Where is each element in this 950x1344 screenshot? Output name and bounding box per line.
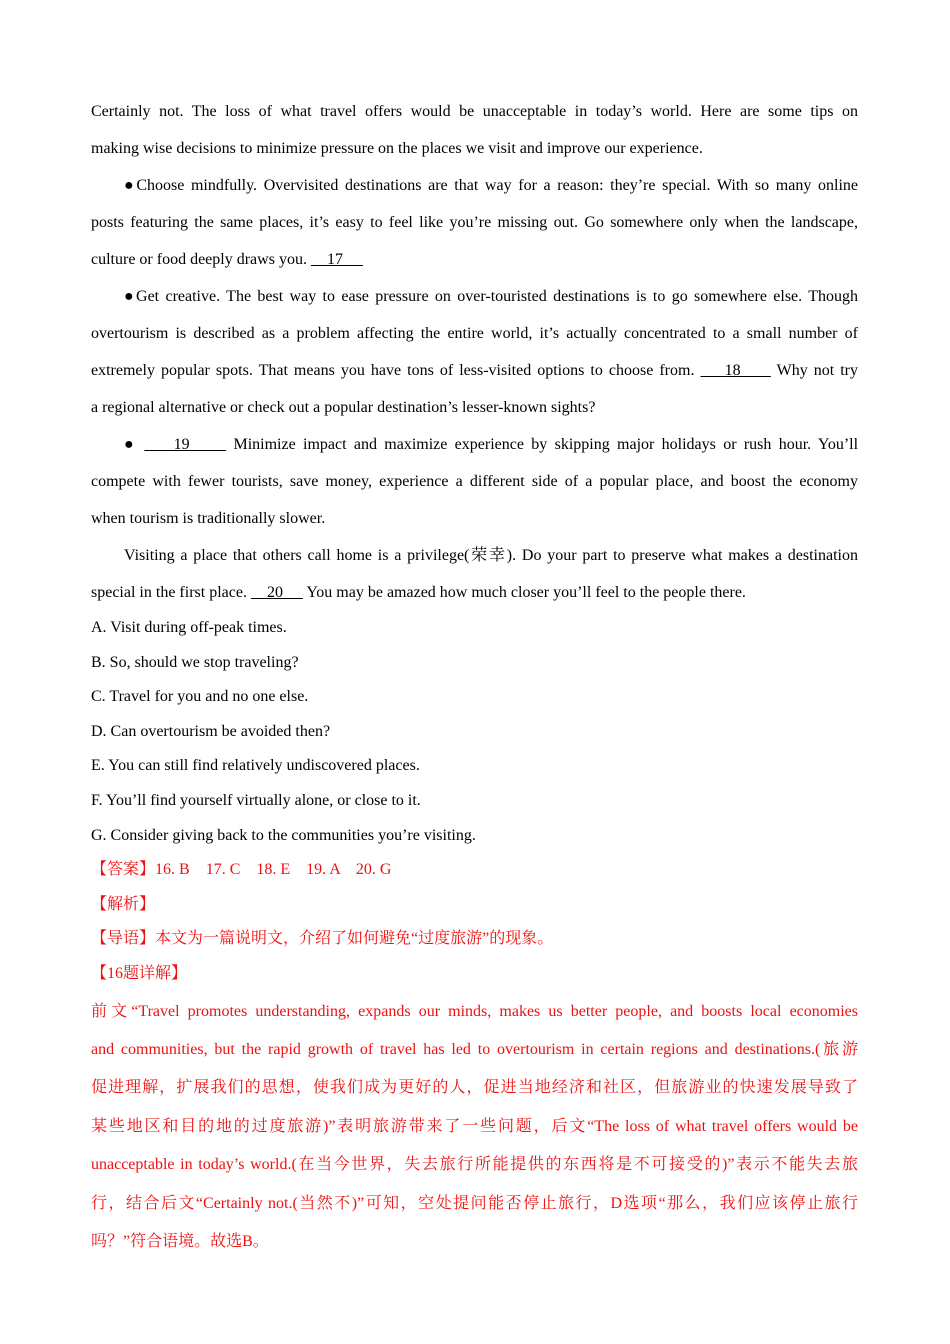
paragraph-line: [91, 426, 858, 463]
answer-label: 【答案】: [91, 861, 156, 879]
detail-label: 【16题详解】: [91, 964, 188, 982]
paragraph-line: [91, 241, 858, 278]
line-text: culture or food deeply draws you.: [91, 251, 307, 268]
detail-line: unacceptable in today’s world.(在当今世界，失去旅行所能提供的东西将是不可接受的)”表示不能失去旅: [91, 1156, 858, 1174]
paragraph-line: [91, 574, 858, 611]
paragraph-line: ●Choose mindfully. Overvisited destinations are that way for a reason: they’re special. With so many online: [124, 177, 858, 194]
option-a: A. Visit during off-peak times.: [91, 619, 287, 636]
option-g: G. Consider giving back to the communities you’re visiting.: [91, 826, 476, 844]
option-f: F. You’ll find yourself virtually alone, or close to it.: [91, 791, 421, 809]
detail-line: 行，结合后文“Certainly not.(当然不)”可知，空处提问能否停止旅行，D选项“那么，我们应该停止旅行: [91, 1194, 858, 1212]
option-d: D. Can overtourism be avoided then?: [91, 722, 331, 740]
answer-blank-17: 17: [326, 251, 343, 268]
paragraph-line: overtourism is described as a problem affecting the entire world, it’s actually concentrated to a small number of: [91, 325, 858, 342]
detail-line: and communities, but the rapid growth of travel has led to overtourism in certain regions and destinations.(旅游: [91, 1040, 858, 1058]
paragraph-line: compete with fewer tourists, save money, experience a different side of a popular place, and boost the economy: [91, 473, 858, 490]
detail-line: 促进理解，扩展我们的思想，使我们成为更好的人，促进当地经济和社区，但旅游业的快速发展导致了: [91, 1079, 858, 1097]
answer-blank-19: 19: [173, 436, 190, 453]
paragraph-line: making wise decisions to minimize pressure on the places we visit and improve our experience.: [91, 140, 703, 157]
paragraph-line: when tourism is traditionally slower.: [91, 510, 326, 527]
line-text: Why not try: [776, 362, 859, 379]
line-text: extremely popular spots. That means you have tons of less-visited options to choose from.: [91, 362, 695, 379]
detail-line: 某些地区和目的地的过度旅游)”表明旅游带来了一些问题，后文“The loss of what travel offers would be: [91, 1117, 858, 1135]
answer-blank-20: 20: [266, 584, 283, 601]
answer-line: [91, 853, 858, 888]
document-page: [91, 93, 858, 1260]
detail-line: 前文“Travel promotes understanding, expands our minds, makes us better people, and boosts local economies: [91, 1002, 858, 1020]
intro-text: 本文为一篇说明文，介绍了如何避免“过度旅游”的现象。: [155, 930, 554, 948]
paragraph-line: a regional alternative or check out a popular destination’s lesser-known sights?: [91, 399, 596, 416]
paragraph-line: Certainly not. The loss of what travel offers would be unacceptable in today’s world. Here are some tips on: [91, 103, 858, 120]
detail-line: 吗？”符合语境。故选B。: [91, 1232, 269, 1250]
paragraph-line: [91, 352, 858, 389]
analysis-label: 【解析】: [91, 895, 156, 913]
option-b: B. So, should we stop traveling?: [91, 653, 299, 671]
paragraph-line: Visiting a place that others call home is a privilege(荣幸). Do your part to preserve what makes a destination: [124, 547, 858, 564]
line-text: You may be amazed how much closer you’ll feel to the people there.: [306, 584, 746, 601]
option-e: E. You can still find relatively undiscovered places.: [91, 757, 420, 775]
option-c: C. Travel for you and no one else.: [91, 688, 309, 706]
paragraph-line: posts featuring the same places, it’s easy to feel like you’re missing out. Go somewhere only when the landscape,: [91, 214, 858, 231]
line-text: special in the first place.: [91, 584, 247, 601]
paragraph-line: ●Get creative. The best way to ease pressure on over-touristed destinations is to go somewhere else. Though: [124, 288, 858, 305]
intro-line: [91, 922, 858, 957]
answer-values: 16. B 17. C 18. E 19. A 20. G: [155, 861, 392, 879]
answer-blank-18: 18: [724, 362, 741, 379]
line-text: Minimize impact and maximize experience by skipping major holidays or rush hour. You’ll: [233, 436, 859, 453]
bullet: ●: [124, 436, 137, 453]
intro-label: 【导语】: [91, 930, 156, 948]
